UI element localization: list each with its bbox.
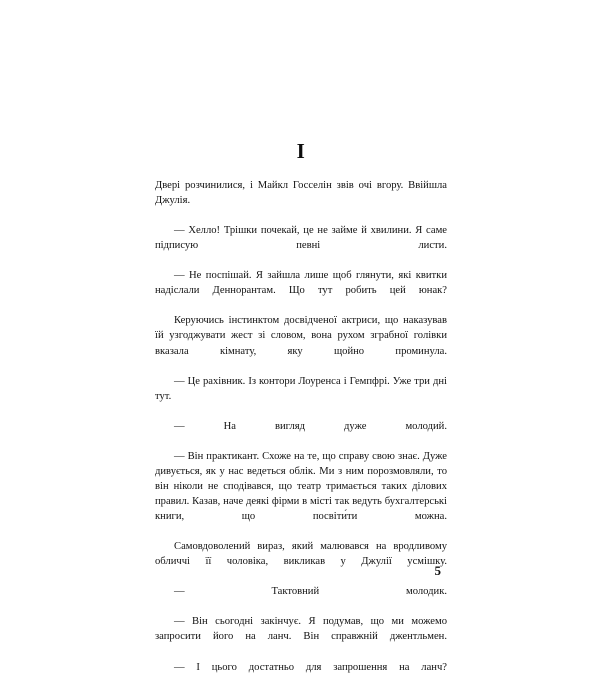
narrative-paragraph: Двері розчинилися, і Майкл Госселін звів очі вгору. Ввійшла Джулія.: [155, 180, 447, 207]
dialogue-paragraph: — Він практикант. Схоже на те, що справу свою знає. Дуже дивується, як у нас ведеться облік. Ми з ним порозмовляли, то він ніколи не сподівався, що театр тримається таких ділових правил. Казав, наче деякі фірми в місті так ведуть бухгалтерські книги, що посвіти́ти можна.: [155, 450, 447, 523]
dialogue-paragraph: — На вигляд дуже молодий.: [174, 420, 447, 432]
narrative-paragraph: Самовдоволений вираз, який малювався на вродливому обличчі її чоловіка, викликав у Джулії усмішку.: [155, 541, 447, 568]
dialogue-paragraph: — Не поспішай. Я зайшла лише щоб глянути, які квитки надіслали Деннорантам. Що тут робить цей юнак?: [155, 270, 447, 297]
dialogue-paragraph: — Це рахівник. Із контори Лоуренса і Гемпфрі. Уже три дні тут.: [155, 375, 447, 402]
dialogue-paragraph: — Хелло! Трішки почекай, це не займе й хвилини. Я саме підписую певні листи.: [155, 225, 447, 252]
chapter-heading: I: [296, 139, 306, 163]
body-text: [155, 178, 447, 690]
text-column: [155, 138, 447, 690]
dialogue-paragraph: — Він сьогодні закінчує. Я подумав, що ми можемо запросити його на ланч. Він справжній джентльмен.: [155, 616, 447, 643]
dialogue-paragraph: — Тактовний молодик.: [174, 586, 447, 598]
dialogue-paragraph: — І цього достатньо для запрошення на ланч?: [174, 661, 447, 673]
narrative-paragraph: Керуючись інстинктом досвідченої актриси, що наказував їй узгоджувати жест зі словом, вона рухом зграбної голівки вказала кімнату, яку щойно проминула.: [155, 315, 447, 357]
page-number: 5: [434, 563, 441, 578]
